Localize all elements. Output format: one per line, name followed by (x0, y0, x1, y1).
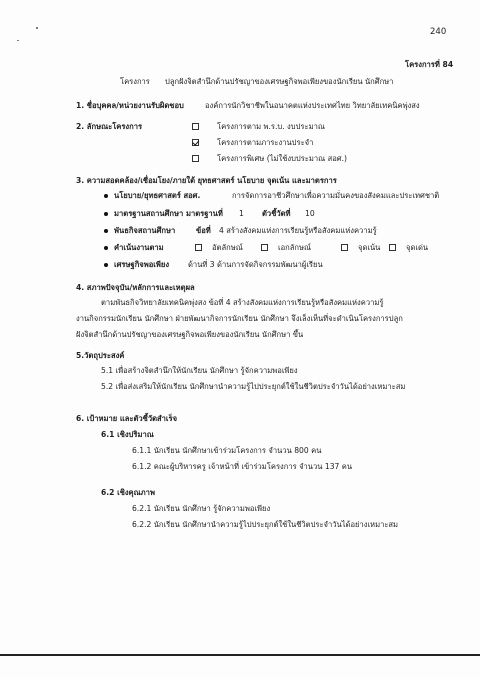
option-special-project: โครงการพิเศษ (ไม่ใช้งบประมาณ สอศ.) (217, 154, 348, 163)
section1-heading: 1. ชื่อบุคคล/หน่วยงานรับผิดชอบ (76, 101, 184, 110)
bullet-icon (104, 212, 108, 216)
scan-speck (36, 27, 38, 29)
section1-value: องค์การนักวิชาชีพในอนาคตแห่งประเทศไทย วิทยาลัยเทคนิคพุ่งสง (205, 101, 420, 110)
indicator-number: 10 (305, 209, 315, 218)
quantitative-heading: 6.1 เชิงปริมาณ (101, 430, 154, 439)
checkbox-highlight[interactable] (389, 244, 396, 251)
scan-speck (17, 40, 19, 41)
page-number: 240 (430, 27, 447, 37)
section4-line: ตามพันธกิจวิทยาลัยเทคนิคพุ่งสง ข้อที่ 4 สร้างสังคมแห่งการเรียนรู้หรือสังคมแห่งความรู้ (101, 298, 384, 307)
bullet-icon (104, 263, 108, 267)
option-identity: อัตลักษณ์ (212, 243, 243, 252)
option-routine-work: โครงการตามภาระงานประจำ (217, 138, 314, 147)
qualitative-item: 6.2.1 นักเรียน นักศึกษา รู้จักความพอเพียง (132, 504, 271, 513)
section5-heading: 5.วัตถุประสงค์ (76, 351, 125, 360)
objective-item: 5.1 เพื่อสร้างจิตสำนึกให้นักเรียน นักศึกษา รู้จักความพอเพียง (101, 366, 298, 375)
policy-label: นโยบาย/ยุทธศาสตร์ สอศ. (114, 191, 201, 200)
checkbox-routine-work[interactable] (192, 139, 199, 146)
project-title-label: โครงการ (120, 77, 150, 86)
indicator-label: ตัวชี้วัดที่ (262, 209, 291, 218)
sufficiency-label: เศรษฐกิจพอเพียง (114, 260, 170, 269)
mission-text: 4 สร้างสังคมแห่งการเรียนรู้หรือสังคมแห่งความรู้ (219, 226, 377, 235)
standard-label: มาตรฐานสถานศึกษา มาตรฐานที่ (114, 209, 223, 218)
section4-line: งานกิจกรรมนักเรียน นักศึกษา ฝ่ายพัฒนากิจการนักเรียน นักศึกษา จึงเล็งเห็นที่จะดำเนินโครงการปลูก (76, 314, 403, 323)
checkbox-focus[interactable] (341, 244, 348, 251)
project-title: ปลูกฝังจิตสำนึกด้านปรัชญาของเศรษฐกิจพอเพียงของนักเรียน นักศึกษา (165, 77, 394, 86)
section3-heading: 3. ความสอดคล้อง/เชื่อมโยง/ภายใต้ ยุทธศาสตร์ นโยบาย จุดเน้น และมาตรการ (76, 176, 337, 185)
section4-heading: 4. สภาพปัจจุบัน/หลักการและเหตุผล (76, 283, 195, 292)
bullet-icon (104, 229, 108, 233)
option-budget-act: โครงการตาม พ.ร.บ. งบประมาณ (217, 122, 325, 131)
checkbox-special-project[interactable] (192, 155, 199, 162)
checkbox-budget-act[interactable] (192, 123, 199, 130)
bullet-icon (104, 194, 108, 198)
option-highlight: จุดเด่น (406, 243, 429, 252)
mission-label: พันธกิจสถานศึกษา (114, 226, 176, 235)
quantitative-item: 6.1.2 คณะผู้บริหารครู เจ้าหน้าที่ เข้าร่วมโครงการ จำนวน 137 คน (132, 462, 353, 471)
quantitative-item: 6.1.1 นักเรียน นักศึกษาเข้าร่วมโครงการ จำนวน 800 คน (132, 446, 322, 455)
bottom-rule (0, 654, 480, 656)
option-uniqueness: เอกลักษณ์ (278, 243, 312, 252)
section4-line: ฝังจิตสำนึกด้านปรัชญาของเศรษฐกิจพอเพียงของนักเรียน นักศึกษา ขึ้น (76, 330, 304, 339)
checkbox-uniqueness[interactable] (261, 244, 268, 251)
project-number: โครงการที่ 84 (405, 60, 454, 69)
section2-heading: 2. ลักษณะโครงการ (76, 122, 143, 131)
section6-heading: 6. เป้าหมาย และตัวชี้วัดสำเร็จ (76, 414, 178, 423)
bullet-icon (104, 246, 108, 250)
objective-item: 5.2 เพื่อส่งเสริมให้นักเรียน นักศึกษานำความรู้ไปประยุกต์ใช้ในชีวิตประจำวันได้อย่างเหมาะสม (101, 382, 406, 391)
qualitative-item: 6.2.2 นักเรียน นักศึกษานำความรู้ไปประยุกต์ใช้ในชีวิตประจำวันได้อย่างเหมาะสม (132, 520, 399, 529)
mission-number-label: ข้อที่ (196, 226, 211, 235)
checkbox-identity[interactable] (195, 244, 202, 251)
qualitative-heading: 6.2 เชิงคุณภาพ (101, 488, 155, 497)
policy-text: การจัดการอาชีวศึกษาเพื่อความมั่นคงของสังคมและประเทศชาติ (232, 191, 440, 200)
option-focus: จุดเน้น (358, 243, 381, 252)
sufficiency-text: ด้านที่ 3 ด้านการจัดกิจกรรมพัฒนาผู้เรียน (188, 260, 323, 269)
emphasis-label: คำเน้นงานตาม (114, 243, 164, 252)
standard-number: 1 (239, 209, 244, 218)
